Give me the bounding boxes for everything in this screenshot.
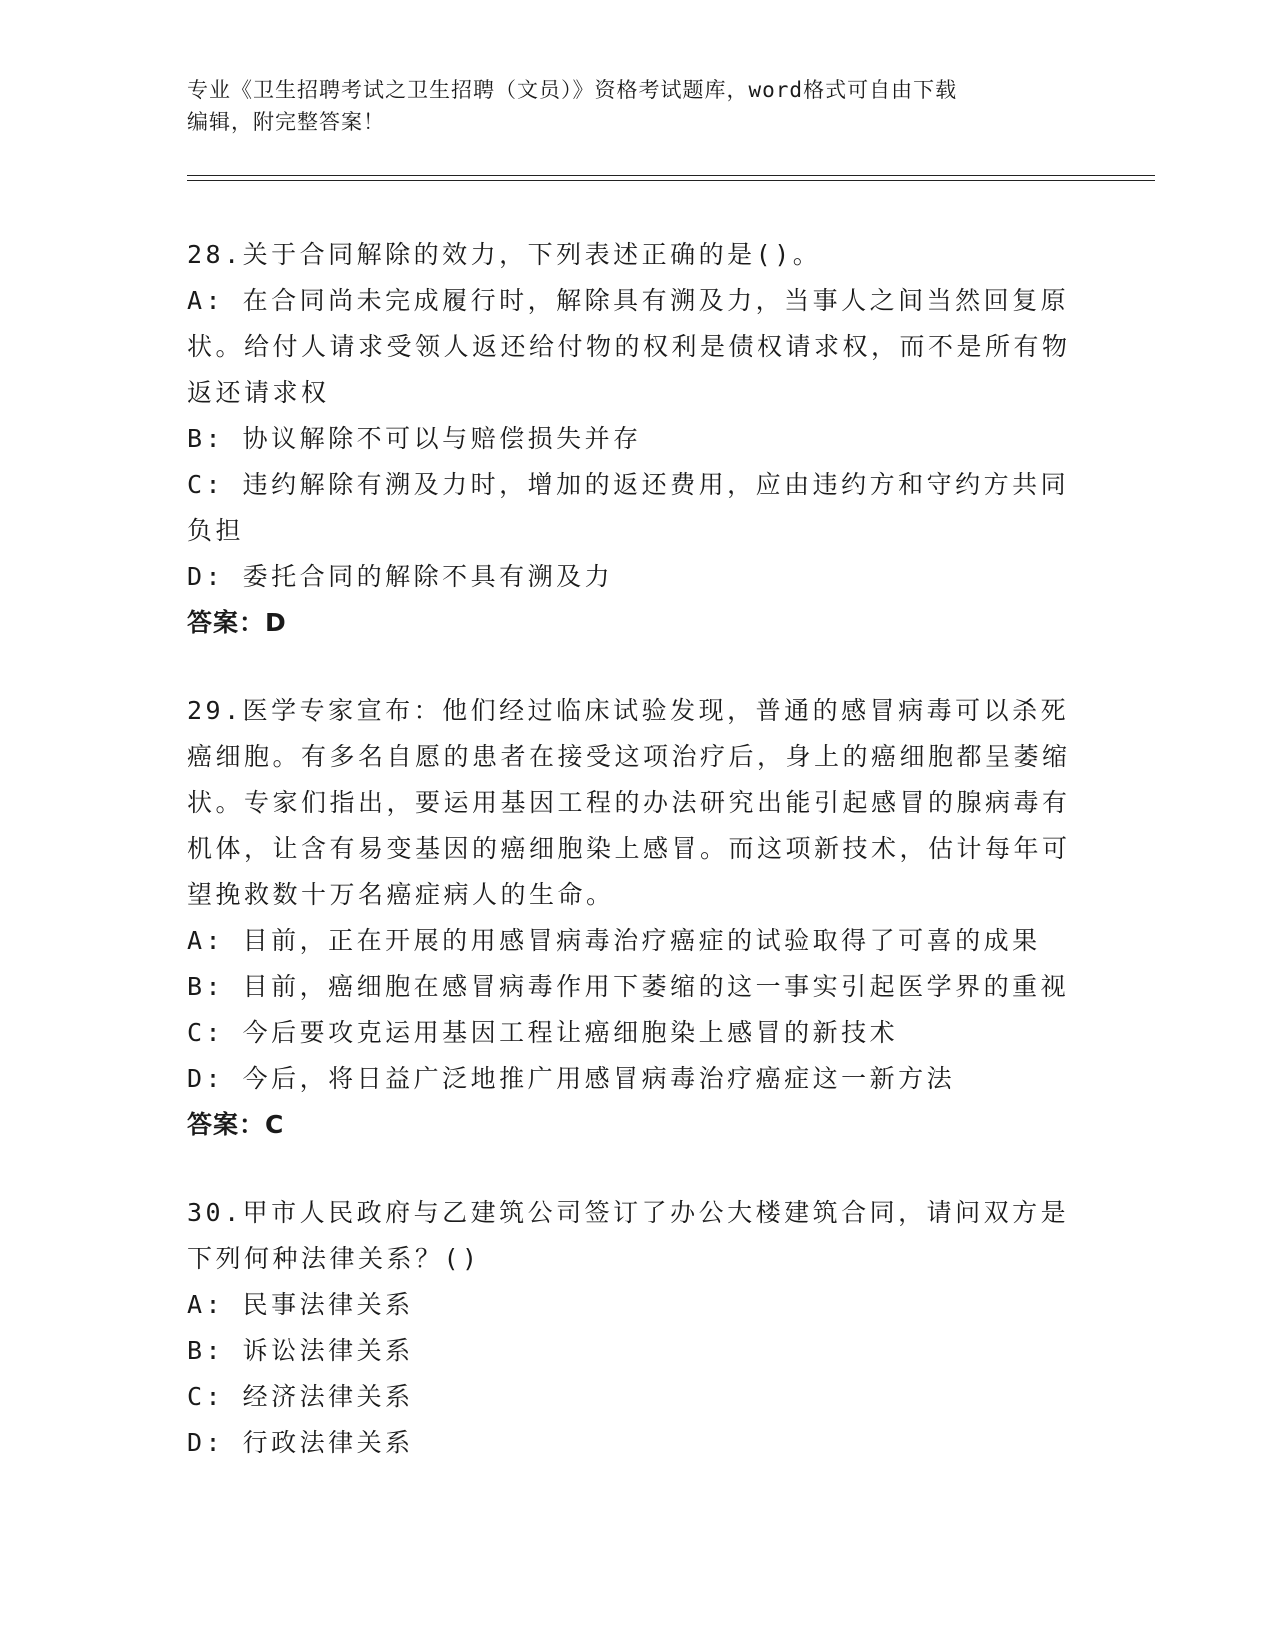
option-b: B: 目前，癌细胞在感冒病毒作用下萎缩的这一事实引起医学界的重视 bbox=[187, 972, 1070, 1001]
option-c: C: 经济法律关系 bbox=[187, 1382, 414, 1411]
question-stem: 30.甲市人民政府与乙建筑公司签订了办公大楼建筑合同，请问双方是下列何种法律关系？() bbox=[187, 1198, 1070, 1273]
option-c: C: 违约解除有溯及力时，增加的返还费用，应由违约方和守约方共同负担 bbox=[187, 470, 1070, 545]
question-stem: 28.关于合同解除的效力，下列表述正确的是()。 bbox=[187, 240, 822, 269]
header-line-2: 编辑，附完整答案！ bbox=[187, 110, 385, 134]
header-divider-top bbox=[187, 175, 1155, 176]
question-stem: 29.医学专家宣布：他们经过临床试验发现，普通的感冒病毒可以杀死癌细胞。有多名自愿的患者在接受这项治疗后，身上的癌细胞都呈萎缩状。专家们指出，要运用基因工程的办法研究出能引起感冒的腺病毒有机体，让含有易变基因的癌细胞染上感冒。而这项新技术，估计每年可望挽救数十万名癌症病人的生命。 bbox=[187, 696, 1071, 909]
option-d: D: 今后，将日益广泛地推广用感冒病毒治疗癌症这一新方法 bbox=[187, 1064, 956, 1093]
answer-line: 答案：D bbox=[187, 608, 287, 637]
answer-line: 答案：C bbox=[187, 1110, 285, 1139]
option-a: A: 在合同尚未完成履行时，解除具有溯及力，当事人之间当然回复原状。给付人请求受领人返还给付物的权利是债权请求权，而不是所有物返还请求权 bbox=[187, 286, 1071, 407]
option-a: A: 目前，正在开展的用感冒病毒治疗癌症的试验取得了可喜的成果 bbox=[187, 926, 1041, 955]
option-d: D: 行政法律关系 bbox=[187, 1428, 414, 1457]
option-d: D: 委托合同的解除不具有溯及力 bbox=[187, 562, 614, 591]
header-line-1: 专业《卫生招聘考试之卫生招聘（文员）》资格考试题库，word格式可自由下载 bbox=[187, 78, 958, 102]
option-b: B: 诉讼法律关系 bbox=[187, 1336, 414, 1365]
option-b: B: 协议解除不可以与赔偿损失并存 bbox=[187, 424, 642, 453]
question-29 bbox=[187, 688, 1077, 1148]
question-28 bbox=[187, 232, 1077, 646]
option-c: C: 今后要攻克运用基因工程让癌细胞染上感冒的新技术 bbox=[187, 1018, 899, 1047]
option-a: A: 民事法律关系 bbox=[187, 1290, 414, 1319]
header-divider-bottom bbox=[187, 180, 1155, 181]
document-header bbox=[187, 74, 1087, 138]
question-30 bbox=[187, 1190, 1077, 1466]
